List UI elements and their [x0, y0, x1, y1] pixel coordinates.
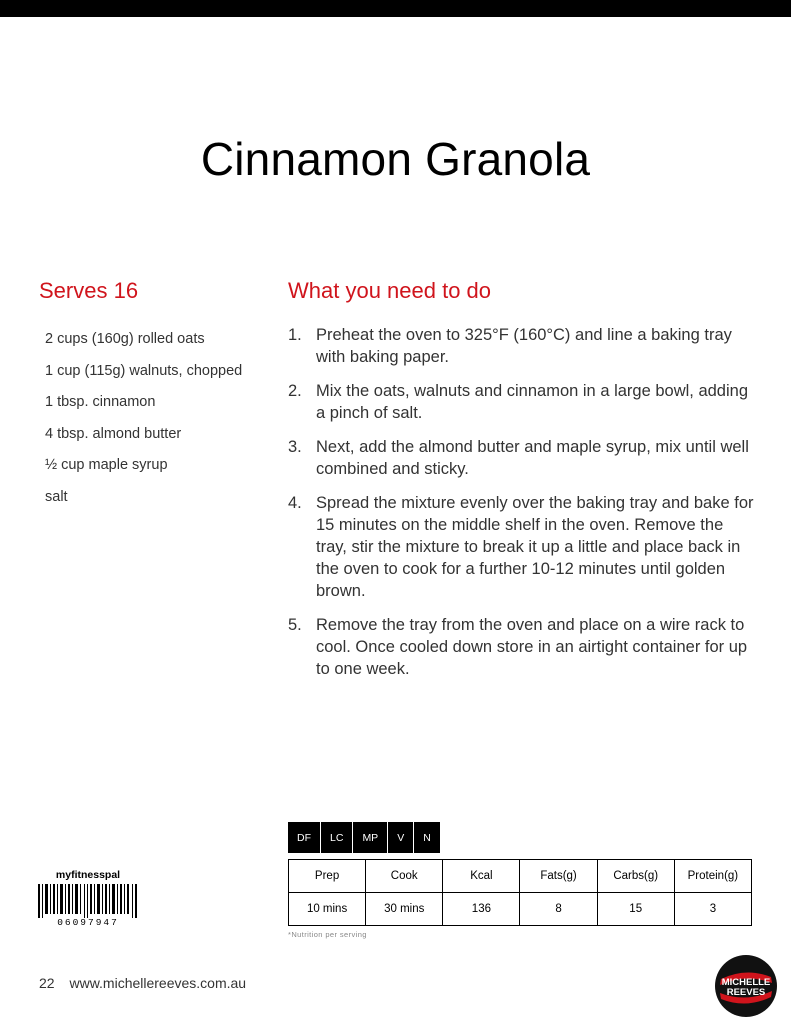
serves-heading: Serves 16 — [39, 278, 139, 303]
diet-tag-v: V — [388, 822, 414, 853]
logo-line-1: MICHELLE — [721, 977, 771, 988]
nutrition-header-cell: Protein(g) — [674, 860, 751, 893]
step-number: 5. — [288, 616, 302, 634]
ingredient-item: 1 cup (115g) walnuts, chopped — [45, 362, 243, 379]
instruction-step — [288, 436, 758, 480]
page-title: Cinnamon Granola — [200, 133, 591, 185]
nutrition-header-row — [289, 860, 752, 893]
nutrition-note: *Nutrition per serving — [288, 930, 367, 939]
top-bar — [0, 0, 791, 17]
ingredient-item: 4 tbsp. almond butter — [45, 425, 182, 442]
page-number: 22 — [39, 975, 55, 991]
nutrition-value-cell: 30 mins — [366, 893, 443, 926]
ingredient-list — [45, 331, 242, 520]
nutrition-value-cell: 136 — [443, 893, 520, 926]
nutrition-value-row — [289, 893, 752, 926]
step-number: 3. — [288, 438, 302, 456]
nutrition-header-cell: Carbs(g) — [597, 860, 674, 893]
instruction-step — [288, 492, 758, 602]
myfitnesspal-label: myfitnesspal — [55, 869, 121, 881]
ingredient-item: 1 tbsp. cinnamon — [45, 394, 156, 410]
diet-tag-lc: LC — [321, 822, 353, 853]
logo-line-2: REEVES — [726, 987, 766, 998]
diet-tag-df: DF — [288, 822, 321, 853]
barcode-icon — [38, 884, 138, 918]
nutrition-header-cell: Cook — [366, 860, 443, 893]
nutrition-value-cell: 8 — [520, 893, 597, 926]
barcode-number: 06097947 — [57, 917, 119, 928]
instruction-step — [288, 380, 758, 424]
ingredient-item: 2 cups (160g) rolled oats — [45, 331, 205, 347]
nutrition-header-cell: Kcal — [443, 860, 520, 893]
step-number: 1. — [288, 326, 302, 344]
page-footer — [39, 975, 246, 991]
ingredient-item: ½ cup maple syrup — [45, 457, 168, 473]
step-text: Spread the mixture evenly over the baking tray and bake for 15 minutes on the middle shelf in the oven. Remove the tray, stir the mixture to break it up a little and place back in the oven to cook for a further 10-12 minutes until golden brown. — [316, 494, 754, 600]
step-text: Remove the tray from the oven and place on a wire rack to cool. Once cooled down store in an airtight container for up to one week. — [316, 616, 748, 678]
michelle-reeves-logo — [715, 955, 777, 1017]
ingredient-item: salt — [45, 488, 68, 505]
nutrition-table — [288, 859, 752, 926]
instruction-step — [288, 324, 758, 368]
instructions-heading: What you need to do — [288, 278, 492, 303]
website-link[interactable]: www.michellereeves.com.au — [69, 975, 247, 991]
step-text: Preheat the oven to 325°F (160°C) and line a baking tray with baking paper. — [316, 326, 732, 366]
nutrition-value-cell: 10 mins — [289, 893, 366, 926]
nutrition-header-cell: Prep — [289, 860, 366, 893]
myfitnesspal-block — [38, 869, 138, 928]
nutrition-value-cell: 3 — [674, 893, 751, 926]
instruction-step — [288, 614, 758, 680]
step-text: Next, add the almond butter and maple syrup, mix until well combined and sticky. — [316, 438, 749, 478]
step-number: 2. — [288, 382, 302, 400]
nutrition-value-cell: 15 — [597, 893, 674, 926]
step-text: Mix the oats, walnuts and cinnamon in a large bowl, adding a pinch of salt. — [316, 382, 749, 422]
step-number: 4. — [288, 494, 302, 512]
diet-tag-n: N — [423, 831, 431, 844]
instruction-steps — [288, 324, 758, 692]
diet-tag-bar — [288, 822, 440, 853]
nutrition-header-cell: Fats(g) — [520, 860, 597, 893]
diet-tag-mp: MP — [353, 822, 388, 853]
